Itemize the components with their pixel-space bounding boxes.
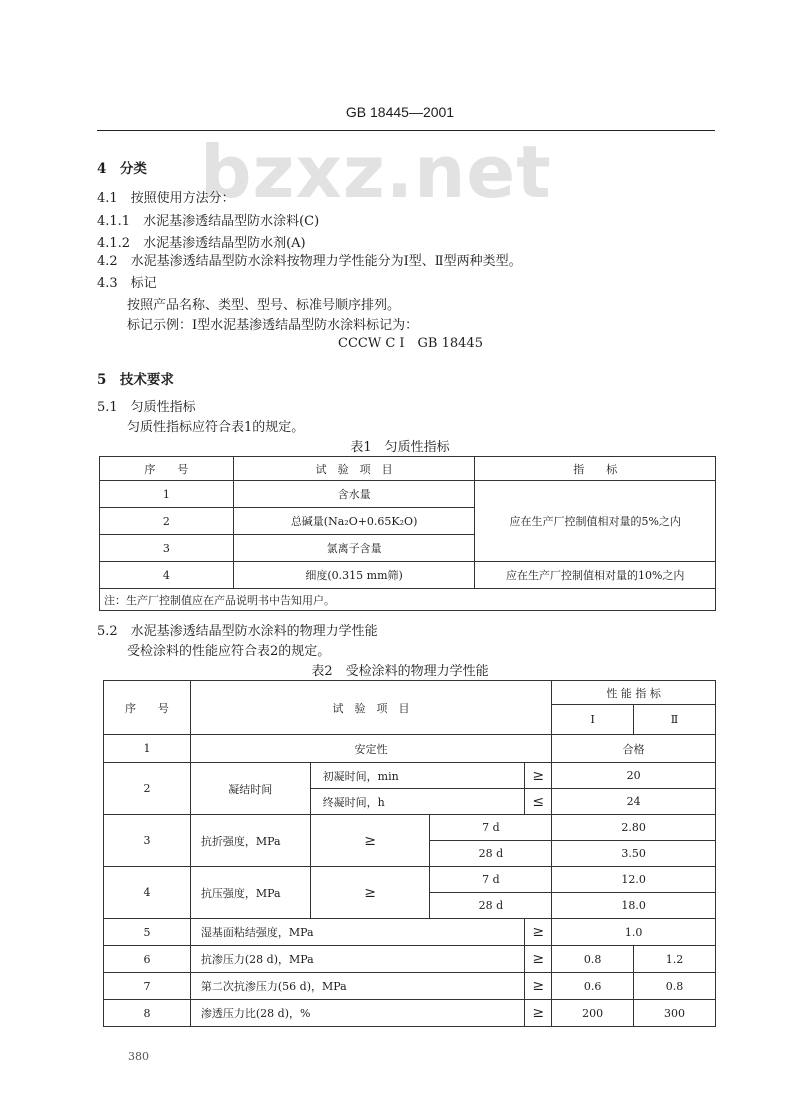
clause-5-1-text: 匀质性指标应符合表1的规定。 bbox=[127, 420, 305, 435]
clause-5-2: 5.2 水泥基渗透结晶型防水涂料的物理力学性能 bbox=[97, 624, 378, 639]
table-cell: 28 d bbox=[430, 841, 552, 867]
table-cell: 抗渗压力(28 d)，MPa bbox=[190, 946, 524, 973]
table-cell: 8 bbox=[104, 1000, 191, 1027]
clause-4-1-2: 4.1.2 水泥基渗透结晶型防水剂(A) bbox=[97, 236, 306, 251]
table2-header-type-1: Ⅰ bbox=[552, 705, 634, 735]
table1-header-spec: 指 标 bbox=[475, 457, 716, 481]
table-cell: 终凝时间，h bbox=[310, 789, 525, 815]
page-number: 380 bbox=[128, 1050, 149, 1063]
table-cell: 1 bbox=[104, 735, 191, 763]
table-cell: 氯离子含量 bbox=[233, 535, 475, 562]
clause-4-1: 4.1 按照使用方法分： bbox=[97, 191, 235, 206]
table-cell: 安定性 bbox=[190, 735, 551, 763]
table-1 bbox=[99, 456, 716, 611]
table-cell: 2.80 bbox=[552, 815, 716, 841]
clause-4-1-1: 4.1.1 水泥基渗透结晶型防水涂料(C) bbox=[97, 214, 320, 229]
table-cell: 7 d bbox=[430, 867, 552, 893]
table-cell: 1.0 bbox=[552, 919, 716, 946]
marking-rule: 按照产品名称、类型、型号、标准号顺序排列。 bbox=[127, 298, 401, 313]
table-cell: 1.2 bbox=[634, 946, 716, 973]
table2-header-item: 试 验 项 目 bbox=[190, 681, 551, 735]
table-cell: 12.0 bbox=[552, 867, 716, 893]
table-cell: 2 bbox=[100, 508, 234, 535]
table-cell: 300 bbox=[634, 1000, 716, 1027]
table-1-caption: 表1 匀质性指标 bbox=[350, 440, 450, 455]
watermark-logo: bzxz.net bbox=[200, 130, 552, 214]
table-cell: ≤ bbox=[525, 789, 552, 815]
table-cell: ≥ bbox=[525, 1000, 552, 1027]
clause-5-1: 5.1 匀质性指标 bbox=[97, 400, 196, 415]
marking-example-intro: 标记示例：Ⅰ型水泥基渗透结晶型防水涂料标记为： bbox=[127, 318, 419, 333]
table-cell: 5 bbox=[104, 919, 191, 946]
table-cell: 24 bbox=[552, 789, 716, 815]
table-cell: 0.8 bbox=[634, 973, 716, 1000]
table-cell: 湿基面粘结强度，MPa bbox=[190, 919, 524, 946]
table-cell: 7 d bbox=[430, 815, 552, 841]
table-cell: 4 bbox=[100, 562, 234, 589]
table-cell: 0.8 bbox=[552, 946, 634, 973]
table-cell: 3.50 bbox=[552, 841, 716, 867]
table-2 bbox=[103, 680, 716, 1027]
table-cell: 凝结时间 bbox=[190, 763, 310, 815]
table2-header-perf: 性 能 指 标 bbox=[552, 681, 716, 705]
table-cell: ≥ bbox=[525, 973, 552, 1000]
section-5-title: 5 技术要求 bbox=[97, 372, 174, 388]
clause-4-2: 4.2 水泥基渗透结晶型防水涂料按物理力学性能分为Ⅰ型、Ⅱ型两种类型。 bbox=[97, 254, 522, 269]
table-cell: 第二次抗渗压力(56 d)，MPa bbox=[190, 973, 524, 1000]
table-cell: ≥ bbox=[310, 815, 430, 867]
table-cell: 渗透压力比(28 d)，% bbox=[190, 1000, 524, 1027]
table-cell: 总碱量(Na₂O+0.65K₂O) bbox=[233, 508, 475, 535]
table-1-note: 注：生产厂控制值应在产品说明书中告知用户。 bbox=[100, 589, 716, 611]
table-cell: 应在生产厂控制值相对量的5%之内 bbox=[475, 481, 716, 562]
clause-5-2-text: 受检涂料的性能应符合表2的规定。 bbox=[127, 644, 331, 659]
table-cell: 6 bbox=[104, 946, 191, 973]
table-cell: 应在生产厂控制值相对量的10%之内 bbox=[475, 562, 716, 589]
table-cell: ≥ bbox=[310, 867, 430, 919]
table-cell: 抗折强度，MPa bbox=[190, 815, 310, 867]
table2-header-type-2: Ⅱ bbox=[634, 705, 716, 735]
table-cell: 抗压强度，MPa bbox=[190, 867, 310, 919]
standard-number: GB 18445—2001 bbox=[345, 104, 455, 120]
clause-4-3: 4.3 标记 bbox=[97, 276, 157, 291]
table-cell: 1 bbox=[100, 481, 234, 508]
table-cell: ≥ bbox=[525, 919, 552, 946]
table1-header-no: 序 号 bbox=[100, 457, 234, 481]
table-cell: 2 bbox=[104, 763, 191, 815]
table-cell: 合格 bbox=[552, 735, 716, 763]
table1-header-item: 试 验 项 目 bbox=[233, 457, 475, 481]
table-cell: 3 bbox=[104, 815, 191, 867]
table-cell: 18.0 bbox=[552, 893, 716, 919]
table-cell: 4 bbox=[104, 867, 191, 919]
table-cell: 7 bbox=[104, 973, 191, 1000]
table-cell: ≥ bbox=[525, 763, 552, 789]
table-cell: 3 bbox=[100, 535, 234, 562]
table2-header-no: 序 号 bbox=[104, 681, 191, 735]
table-2-caption: 表2 受检涂料的物理力学性能 bbox=[311, 664, 489, 679]
section-4-title: 4 分类 bbox=[97, 161, 147, 177]
table-cell: 0.6 bbox=[552, 973, 634, 1000]
table-cell: 20 bbox=[552, 763, 716, 789]
table-cell: 初凝时间，min bbox=[310, 763, 525, 789]
table-cell: 含水量 bbox=[233, 481, 475, 508]
marking-example: CCCW C Ⅰ GB 18445 bbox=[338, 336, 483, 351]
table-cell: 细度(0.315 mm筛) bbox=[233, 562, 475, 589]
table-cell: ≥ bbox=[525, 946, 552, 973]
table-cell: 200 bbox=[552, 1000, 634, 1027]
table-cell: 28 d bbox=[430, 893, 552, 919]
